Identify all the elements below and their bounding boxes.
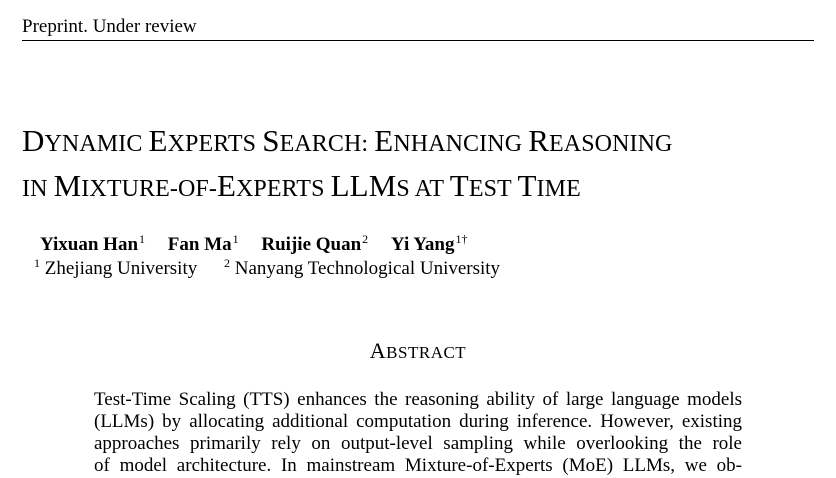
- title-word: SEARCH:: [262, 123, 375, 158]
- title-word: IN: [22, 176, 54, 202]
- author: Yixuan Han$^1$: [40, 232, 146, 255]
- header-rule: [22, 40, 814, 41]
- abstract-line: (LLMs) by allocating additional computation during inference. However, existing: [94, 411, 742, 432]
- title-word: EXPERTS: [216, 168, 331, 203]
- affiliation: $^2$ Nanyang Technological University: [224, 256, 501, 279]
- title-line-2: [22, 165, 822, 210]
- abstract-line: Test-Time Scaling (TTS) enhances the reasoning ability of large language models: [94, 389, 742, 410]
- title-word: TIME: [517, 168, 581, 203]
- abstract-line: approaches primarily rely on output-level sampling while overlooking the role: [94, 433, 742, 454]
- title-word: DYNAMIC: [22, 123, 149, 158]
- affiliation-list: [34, 257, 522, 281]
- author: Yi Yang$^{1\dagger}$: [390, 232, 468, 255]
- author-list: [40, 233, 485, 257]
- author: Fan Ma$^1$: [167, 232, 239, 255]
- title-line-1: [22, 120, 822, 165]
- title-word: LLMS AT: [330, 168, 450, 203]
- abstract-text: [94, 389, 742, 477]
- title-word: TEST: [449, 168, 518, 203]
- title-word: REASONING: [528, 123, 673, 158]
- abstract-line: of model architecture. In mainstream Mixture-of-Experts (MoE) LLMs, we ob-: [94, 455, 742, 476]
- paper-title: [22, 120, 822, 210]
- title-word: MIXTURE-OF-: [53, 168, 217, 203]
- abstract-heading: ABSTRACT: [369, 338, 467, 363]
- title-word: ENHANCING: [374, 123, 529, 158]
- title-word: EXPERTS: [148, 123, 263, 158]
- running-header: Preprint. Under review: [22, 16, 197, 37]
- author: Ruijie Quan$^2$: [261, 232, 369, 255]
- affiliation: $^1$ Zhejiang University: [34, 256, 198, 279]
